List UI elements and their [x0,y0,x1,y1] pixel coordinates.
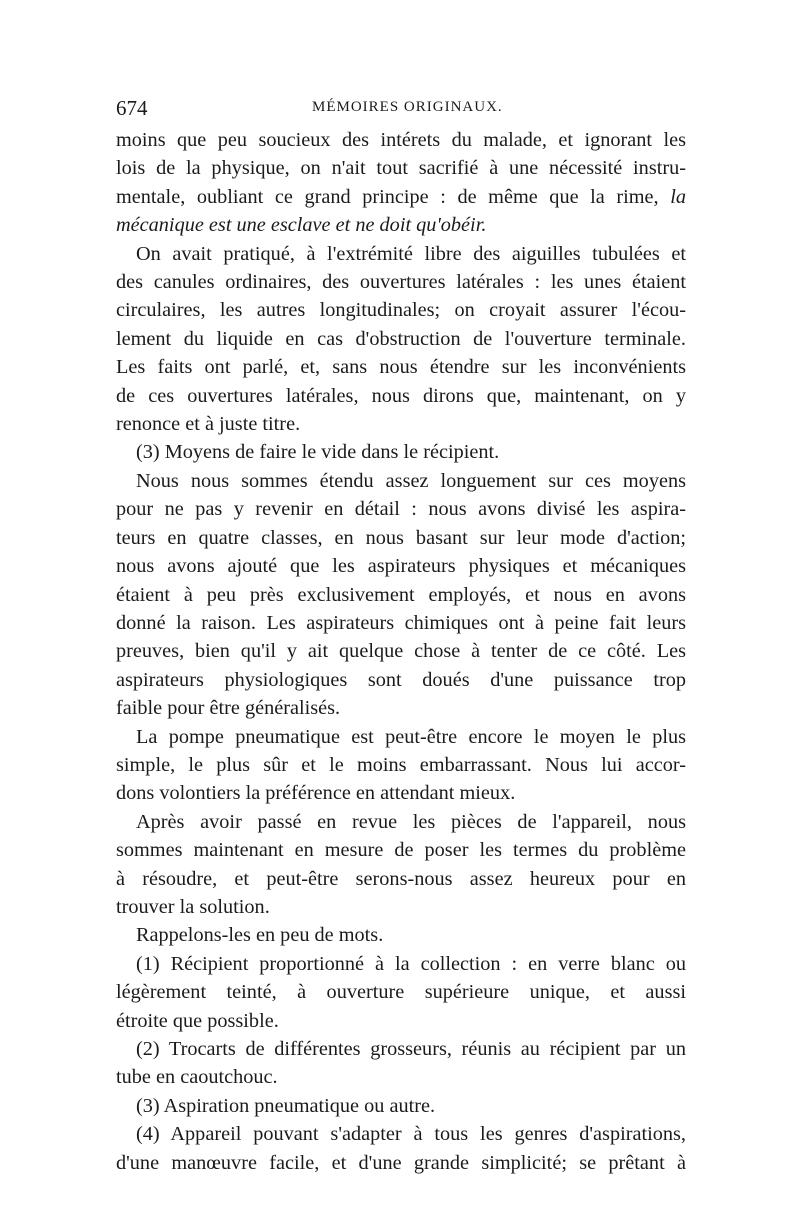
italic-line: mécanique est une esclave et ne doit qu'obéir. [116,214,487,237]
text-line: teurs en quatre classes, en nous basant sur leur mode d'action; [116,526,686,549]
text-line: trouver la solution. [116,895,270,918]
text-line: La pompe pneumatique est peut-être encore le moyen le plus [136,725,686,748]
text-line: preuves, bien qu'il y ait quelque chose à tenter de ce côté. Les [116,640,686,663]
paragraph-2 [116,240,686,439]
text-line: (2) Trocarts de différentes grosseurs, réunis au récipient par un [136,1038,686,1060]
text-line: légèrement teinté, à ouverture supérieure unique, et aussi [116,981,686,1004]
text-line: de ces ouvertures latérales, nous dirons que, maintenant, on y [116,384,686,407]
paragraph-3 [116,467,686,723]
section-heading-3 [116,438,686,466]
text-line: Rappelons-les en peu de mots. [136,924,384,947]
list-item-3 [116,1092,686,1120]
text-line: simple, le plus sûr et le moins embarrassant. Nous lui accor- [116,753,686,776]
text-line: étaient à peu près exclusivement employés, et nous en avons [116,583,686,606]
text-line: pour ne pas y revenir en détail : nous avons divisé les aspira- [116,498,686,521]
text-line: On avait pratiqué, à l'extrémité libre des aiguilles tubulées et [136,242,686,265]
text-line: à résoudre, et peut-être serons-nous assez heureux pour en [116,867,686,890]
text-line: lois de la physique, on n'ait tout sacrifié à une nécessité instru- [116,157,686,180]
italic-word: la [670,185,686,208]
text-line: Les faits ont parlé, et, sans nous étendre sur les inconvénients [116,356,686,379]
page-number: 674 [116,96,148,120]
paragraph-4 [116,723,686,808]
text-line: tube en caoutchouc. [116,1066,278,1089]
text-line: étroite que possible. [116,1009,279,1032]
paragraph-5 [116,808,686,922]
paragraph-1 [116,126,686,240]
list-item-1 [116,950,686,1035]
text-line: des canules ordinaires, des ouvertures latérales : les unes étaient [116,271,686,294]
text-line: Nous nous sommes étendu assez longuement sur ces moyens [136,469,686,492]
text-line: faible pour être généralisés. [116,697,341,720]
running-head [116,96,686,126]
text-line: sommes maintenant en mesure de poser les termes du problème [116,839,686,862]
text-line: (1) Récipient proportionné à la collection : en verre blanc ou [136,952,686,975]
paragraph-6 [116,921,686,949]
list-item-2 [116,1035,686,1092]
book-page [116,96,686,1177]
text-line: (3) Moyens de faire le vide dans le récipient. [136,441,500,464]
text-line: (3) Aspiration pneumatique ou autre. [136,1094,436,1117]
text-line [116,183,686,211]
text-line: donné la raison. Les aspirateurs chimiques ont à peine fait leurs [116,611,686,634]
text-line: d'une manœuvre facile, et d'une grande simplicité; se prêtant à [116,1151,686,1174]
text-line: circulaires, les autres longitudinales; on croyait assurer l'écou- [116,299,686,322]
running-title: MÉMOIRES ORIGINAUX. [312,99,503,115]
text-line: moins que peu soucieux des intérets du malade, et ignorant les [116,129,686,151]
text-line: aspirateurs physiologiques sont doués d'une puissance trop [116,668,686,691]
list-item-4 [116,1120,686,1177]
text-line: renonce et à juste titre. [116,413,301,436]
text-line: Après avoir passé en revue les pièces de l'appareil, nous [136,810,686,833]
body-text [116,126,686,1177]
text-line: lement du liquide en cas d'obstruction de l'ouverture terminale. [116,327,686,350]
text-line: (4) Appareil pouvant s'adapter à tous les genres d'aspirations, [136,1123,686,1146]
text-segment: mentale, oubliant ce grand principe : de même que la rime, [116,185,659,208]
text-line: dons volontiers la préférence en attendant mieux. [116,782,516,805]
text-line: nous avons ajouté que les aspirateurs physiques et mécaniques [116,555,686,578]
